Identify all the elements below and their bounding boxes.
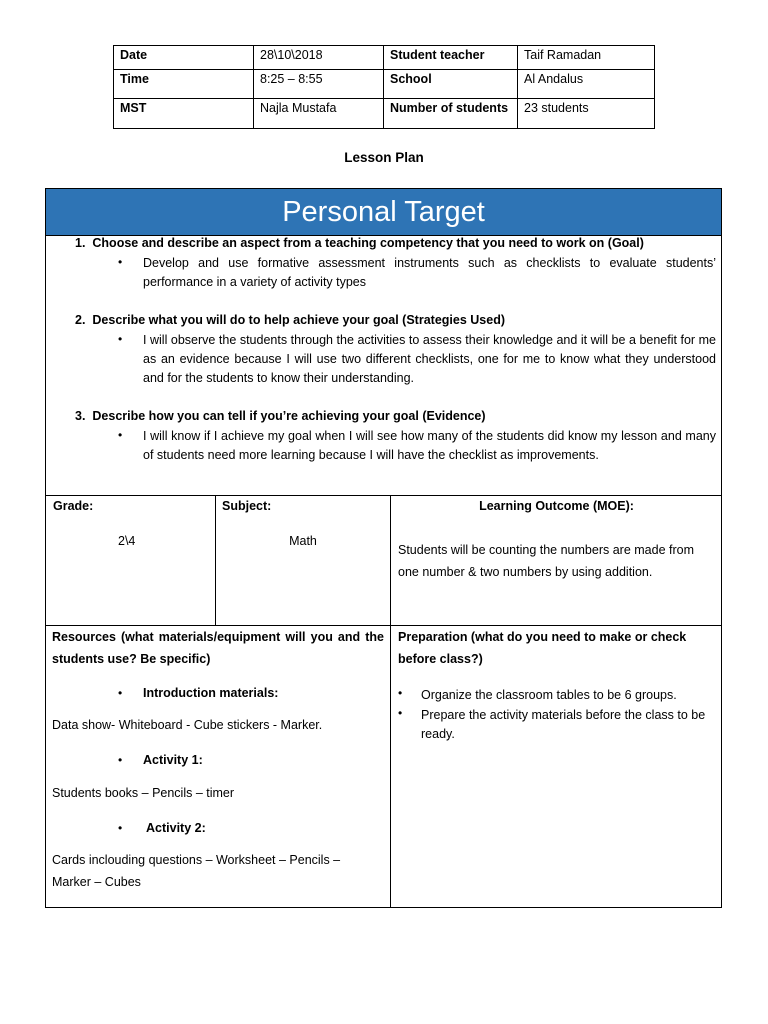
info-label: School	[384, 70, 518, 99]
target-3	[75, 409, 715, 423]
subject-value: Math	[289, 534, 317, 548]
info-row	[114, 99, 655, 129]
info-value: 8:25 – 8:55	[254, 70, 384, 99]
bullet-icon: •	[118, 428, 123, 442]
info-value: Taif Ramadan	[518, 46, 655, 70]
target-2	[75, 313, 715, 327]
resource-section-title: Activity 2:	[146, 821, 206, 835]
target-1	[75, 236, 715, 250]
info-value: 23 students	[518, 99, 655, 129]
info-label: Number of students	[384, 99, 518, 129]
lesson-plan-title: Lesson Plan	[344, 150, 424, 165]
resource-section-title: Activity 1:	[143, 753, 203, 767]
info-value: Najla Mustafa	[254, 99, 384, 129]
divider	[45, 495, 722, 496]
preparation-item: Prepare the activity materials before the class to be ready.	[421, 708, 706, 741]
resource-section-title: Introduction materials:	[143, 686, 279, 700]
subject-label: Subject:	[222, 499, 272, 513]
target-number: 3.	[75, 409, 86, 423]
target-answer: Develop and use formative assessment instruments such as checklists to evaluate students’ performance in a variety of activity types	[143, 256, 716, 289]
bullet-icon: •	[118, 686, 123, 700]
preparation-item: Organize the classroom tables to be 6 groups.	[421, 688, 677, 702]
outcome-label: Learning Outcome (MOE):	[479, 499, 634, 513]
resource-items: Cards inclouding questions – Worksheet – Pencils – Marker – Cubes	[52, 853, 341, 889]
outcome-text: Students will be counting the numbers are made from one number & two numbers by using addition.	[398, 543, 694, 579]
bullet-icon: •	[398, 706, 403, 720]
target-answer: I will know if I achieve my goal when I will see how many of the students did know my lesson and many of students need more learning because I will have the checklist as improvements.	[143, 429, 716, 462]
info-value: 28\10\2018	[254, 46, 384, 70]
info-table	[113, 45, 655, 129]
preparation-heading: Preparation (what do you need to make or check before class?)	[398, 630, 687, 666]
target-question: Describe how you can tell if you’re achieving your goal (Evidence)	[92, 409, 486, 423]
info-label: Student teacher	[384, 46, 518, 70]
grade-value: 2\4	[118, 534, 136, 548]
personal-target-banner: Personal Target	[46, 189, 721, 236]
target-question: Describe what you will do to help achieve your goal (Strategies Used)	[92, 313, 505, 327]
resources-heading: Resources (what materials/equipment will you and the students use? Be specific)	[52, 630, 384, 666]
target-number: 1.	[75, 236, 86, 250]
divider	[215, 495, 216, 625]
info-row	[114, 46, 655, 70]
bullet-icon: •	[118, 332, 123, 346]
target-number: 2.	[75, 313, 86, 327]
resource-items: Data show- Whiteboard - Cube stickers - Marker.	[52, 718, 323, 732]
target-question: Choose and describe an aspect from a teaching competency that you need to work on (Goal)	[92, 236, 644, 250]
info-row	[114, 70, 655, 99]
info-label: Date	[114, 46, 254, 70]
info-value: Al Andalus	[518, 70, 655, 99]
target-answer: I will observe the students through the activities to assess their knowledge and it will be a benefit for me as an evidence because I will use two different checklists, one for me to know what they understood and for the students to know their understanding.	[143, 333, 716, 385]
info-label: Time	[114, 70, 254, 99]
divider	[390, 495, 391, 908]
bullet-icon: •	[398, 686, 403, 700]
bullet-icon: •	[118, 753, 123, 767]
bullet-icon: •	[118, 255, 123, 269]
resource-items: Students books – Pencils – timer	[52, 786, 235, 800]
bullet-icon: •	[118, 821, 123, 835]
grade-label: Grade:	[53, 499, 94, 513]
info-label: MST	[114, 99, 254, 129]
